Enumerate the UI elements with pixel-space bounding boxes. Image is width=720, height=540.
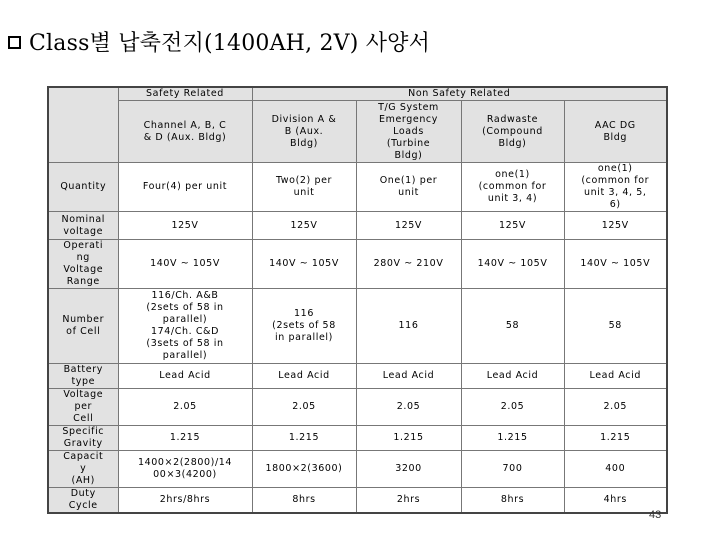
table-cell-text: One(1) per unit	[379, 175, 438, 198]
non-safety-related-header	[252, 87, 667, 101]
row-label	[48, 451, 118, 488]
table-row	[48, 212, 667, 240]
table-cell	[356, 163, 461, 212]
table-cell	[461, 364, 564, 389]
table-cell	[118, 426, 252, 451]
table-cell-text: 125V	[171, 219, 199, 231]
table-row	[48, 451, 667, 488]
table-cell	[252, 240, 356, 289]
row-label	[48, 289, 118, 364]
table-cell-text: 2.05	[396, 401, 421, 412]
table-cell-text: 140V ~ 105V	[580, 258, 651, 269]
table-cell	[118, 212, 252, 240]
battery-spec-table	[47, 86, 668, 514]
table-cell-text: Four(4) per unit	[142, 181, 228, 192]
table-cell	[564, 389, 667, 426]
row-label-text: Quantity	[60, 181, 107, 192]
table-cell-text: 125V	[394, 219, 423, 231]
table-cell	[564, 364, 667, 389]
table-cell	[356, 240, 461, 289]
table-cell	[118, 488, 252, 514]
table-cell	[118, 289, 252, 364]
table-row	[48, 289, 667, 364]
column-header	[118, 101, 252, 163]
table-cell-text: 1.215	[169, 432, 201, 443]
row-label	[48, 364, 118, 389]
table-cell	[461, 389, 564, 426]
row-label-text: Battery type	[63, 364, 103, 387]
table-cell	[564, 451, 667, 488]
table-cell	[252, 289, 356, 364]
table-cell-text: Lead Acid	[278, 370, 330, 381]
table-cell	[252, 163, 356, 212]
column-header	[252, 101, 356, 163]
table-cell	[356, 389, 461, 426]
table-cell-text: 140V ~ 105V	[477, 258, 548, 269]
table-cell	[461, 289, 564, 364]
table-cell-text: 1.215	[393, 432, 424, 443]
table-cell	[252, 488, 356, 514]
table-cell	[356, 289, 461, 364]
table-cell-text: 280V ~ 210V	[373, 258, 444, 269]
table-cell-text: 58	[608, 320, 622, 331]
table-cell	[118, 451, 252, 488]
table-cell-text: 8hrs	[292, 494, 316, 505]
slide-title-text: Class별 납축전지(1400AH, 2V) 사양서	[29, 31, 431, 56]
table-cell-text: Lead Acid	[159, 370, 211, 381]
table-cell	[461, 212, 564, 240]
table-cell-text: 2.05	[173, 401, 197, 412]
table-cell	[461, 426, 564, 451]
table-cell-text: 125V	[498, 219, 527, 231]
table-cell-text: 1400×2(2800)/14 00×3(4200)	[137, 457, 233, 480]
table-cell-text: 125V	[601, 219, 629, 231]
table-cell-text: 2hrs/8hrs	[159, 494, 211, 505]
row-label-text: Duty Cycle	[68, 488, 98, 511]
table-cell	[564, 426, 667, 451]
column-header	[564, 101, 667, 163]
table-cell	[252, 212, 356, 240]
row-label-text: Number of Cell	[62, 314, 105, 337]
table-cell	[356, 426, 461, 451]
table-cell-text: one(1) (common for unit 3, 4)	[478, 169, 547, 204]
table-cell-text: 1.215	[600, 432, 631, 443]
table-cell-text: 116 (2sets of 58 in parallel)	[272, 308, 336, 343]
table-cell-text: 2.05	[292, 401, 316, 412]
row-label-text: Specific Gravity	[62, 426, 105, 449]
table-cell-text: Two(2) per unit	[275, 175, 333, 198]
row-label	[48, 389, 118, 426]
table-cell-text: 2hrs	[396, 494, 421, 505]
column-header	[356, 101, 461, 163]
table-cell	[118, 163, 252, 212]
table-cell-text: Lead Acid	[589, 370, 641, 381]
column-header	[461, 101, 564, 163]
table-cell	[118, 364, 252, 389]
row-label	[48, 212, 118, 240]
table-cell	[356, 488, 461, 514]
safety-related-header-text: Safety Related	[146, 88, 224, 99]
table-cell-text: 125V	[290, 219, 318, 231]
row-label	[48, 163, 118, 212]
table-cell-text: 1.215	[497, 432, 528, 443]
table-cell	[564, 163, 667, 212]
table-cell-text: 3200	[395, 463, 422, 474]
table-cell-text: 400	[605, 463, 626, 474]
table-cell	[252, 426, 356, 451]
row-label-text: Capacit y (AH)	[63, 451, 104, 486]
table-cell	[252, 364, 356, 389]
table-row	[48, 426, 667, 451]
table-row	[48, 364, 667, 389]
checkbox-bullet-icon	[8, 36, 21, 49]
column-header-text: Channel A, B, C & D (Aux. Bldg)	[143, 119, 227, 143]
table-cell	[356, 451, 461, 488]
row-label	[48, 240, 118, 289]
table-cell	[461, 488, 564, 514]
table-cell	[252, 451, 356, 488]
table-cell	[118, 240, 252, 289]
column-header-text: AAC DG Bldg	[594, 119, 636, 143]
table-cell-text: 8hrs	[500, 494, 525, 505]
safety-related-header	[118, 87, 252, 101]
table-row	[48, 389, 667, 426]
row-label-text: Nominal voltage	[61, 213, 105, 237]
column-header-text: T/G System Emergency Loads (Turbine Bldg)	[378, 101, 439, 161]
table-cell	[564, 240, 667, 289]
group-header-row	[48, 87, 667, 101]
table-row	[48, 488, 667, 514]
table-cell	[356, 364, 461, 389]
row-label-text: Operati ng Voltage Range	[63, 240, 104, 287]
table-cell-text: 2.05	[603, 401, 628, 412]
table-cell-text: 116/Ch. A&B (2sets of 58 in parallel) 174/Ch. C&D (3sets of 58 in parallel)	[146, 290, 224, 361]
corner-cell	[48, 87, 118, 163]
table-cell	[564, 289, 667, 364]
table-row	[48, 163, 667, 212]
column-header-text: Division A & B (Aux. Bldg)	[271, 113, 337, 149]
table-cell-text: Lead Acid	[382, 370, 435, 381]
table-cell-text: 140V ~ 105V	[150, 258, 220, 269]
table-cell	[461, 451, 564, 488]
slide-title	[8, 26, 430, 57]
table-cell-text: 1.215	[288, 432, 320, 443]
table-cell	[252, 389, 356, 426]
table-cell	[461, 240, 564, 289]
table-cell	[356, 212, 461, 240]
table-cell-text: Lead Acid	[486, 370, 539, 381]
column-header-row	[48, 101, 667, 163]
row-label	[48, 426, 118, 451]
table-cell-text: 1800×2(3600)	[265, 463, 343, 474]
row-label	[48, 488, 118, 514]
row-label-text: Voltage per Cell	[63, 389, 104, 424]
table-cell	[118, 389, 252, 426]
table-cell-text: 140V ~ 105V	[269, 258, 339, 269]
table-row	[48, 240, 667, 289]
table-cell-text: 58	[505, 320, 520, 331]
table-cell-text: one(1) (common for unit 3, 4, 5, 6)	[581, 163, 650, 210]
page-number: 43	[649, 509, 662, 521]
table-cell-text: 2.05	[500, 401, 525, 412]
non-safety-related-header-text: Non Safety Related	[408, 88, 511, 99]
column-header-text: Radwaste (Compound Bldg)	[482, 113, 543, 149]
table-cell-text: 700	[502, 463, 523, 474]
table-cell	[564, 212, 667, 240]
table-cell	[461, 163, 564, 212]
table-cell-text: 4hrs	[603, 494, 627, 505]
table-cell-text: 116	[398, 320, 419, 331]
